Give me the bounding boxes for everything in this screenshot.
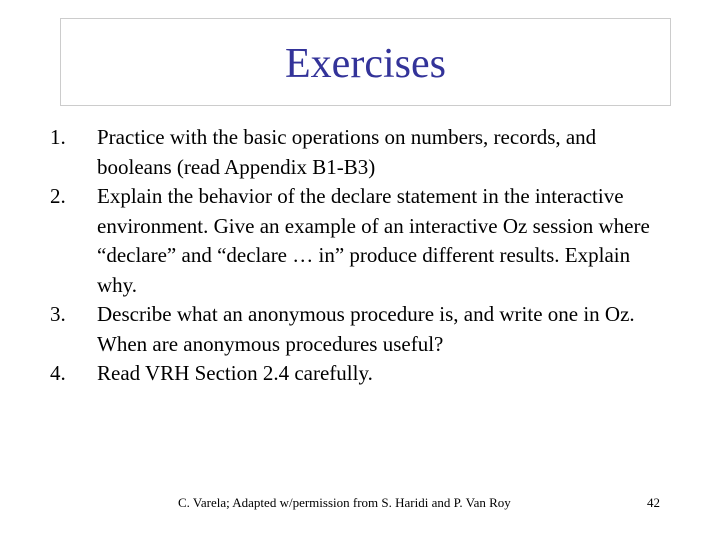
list-item	[50, 182, 660, 300]
footer-credit: C. Varela; Adapted w/permission from S. Haridi and P. Van Roy	[178, 495, 511, 510]
item-number: 4.	[50, 361, 66, 385]
page-number: 42	[647, 495, 660, 510]
item-number: 2.	[50, 184, 66, 208]
item-text: Explain the behavior of the declare statement in the interactive environment. Give an example of an interactive Oz session where “declare” and “declare … in” produce different results. Explain why.	[97, 184, 650, 297]
list-item	[50, 359, 660, 389]
item-number: 1.	[50, 125, 66, 149]
exercise-list	[50, 123, 660, 389]
item-text: Read VRH Section 2.4 carefully.	[97, 361, 373, 385]
list-item	[50, 300, 660, 359]
list-item	[50, 123, 660, 182]
item-number: 3.	[50, 302, 66, 326]
slide-title: Exercises	[285, 41, 446, 87]
item-text: Practice with the basic operations on numbers, records, and booleans (read Appendix B1-B3)	[97, 125, 597, 179]
title-box	[60, 18, 671, 106]
item-text: Describe what an anonymous procedure is, and write one in Oz. When are anonymous procedures useful?	[97, 302, 635, 356]
